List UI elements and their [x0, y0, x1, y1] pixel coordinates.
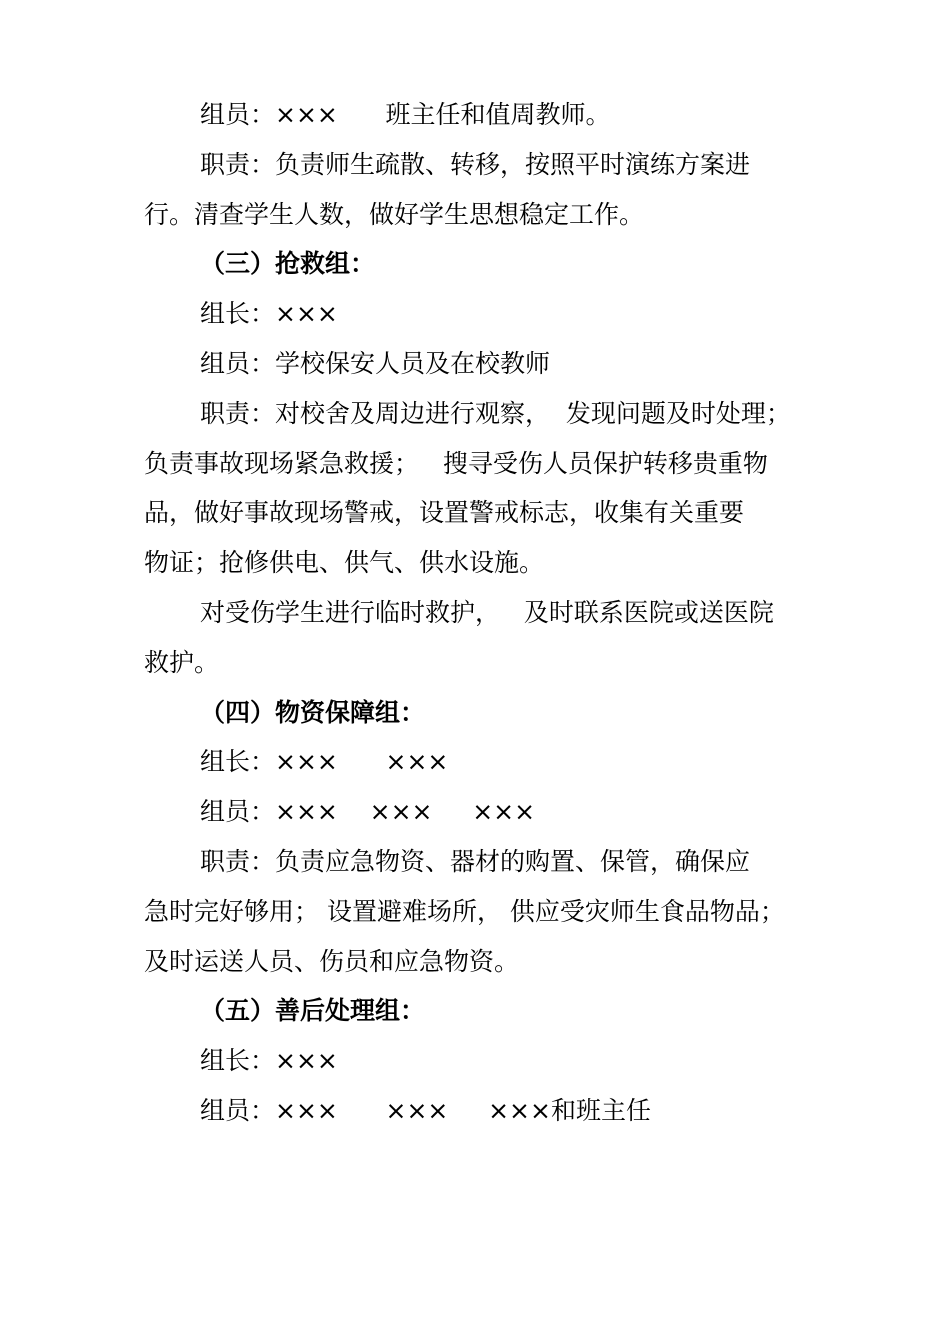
text-line: 对受伤学生进行临时救护， 及时联系医院或送医院 — [200, 597, 774, 627]
text-line: 物证；抢修供电、供气、供水设施。 — [144, 548, 545, 578]
text-line: 职责：负责师生疏散、转移，按照平时演练方案进 — [200, 149, 751, 179]
text-line: 及时运送人员、伤员和应急物资。 — [144, 946, 520, 976]
text-line: 职责：负责应急物资、器材的购置、保管，确保应 — [200, 846, 751, 876]
text-line: 急时完好够用； 设置避难场所， 供应受灾师生食品物品； — [144, 896, 785, 926]
section-heading: （三）抢救组： — [200, 249, 376, 279]
text-line: 组长：××× ××× — [200, 747, 449, 777]
text-line: 救护。 — [144, 647, 220, 677]
text-line: 职责：对校舍及周边进行观察， 发现问题及时处理； — [200, 398, 791, 428]
document-body — [144, 90, 804, 1136]
text-line: 组长：××× — [200, 1046, 338, 1076]
section-heading: （五）善后处理组： — [200, 996, 426, 1026]
text-line: 组员：学校保安人员及在校教师 — [200, 348, 551, 378]
section-heading: （四）物资保障组： — [200, 697, 426, 727]
text-line: 行。清查学生人数，做好学生思想稳定工作。 — [144, 199, 645, 229]
text-line: 组员：××× 班主任和值周教师。 — [200, 100, 611, 129]
text-line: 组员：××× ××× ××× — [200, 797, 536, 827]
text-line: 组员：××× ××× ×××和班主任 — [200, 1095, 651, 1125]
text-line: 组长：××× — [200, 299, 338, 329]
text-line: 品，做好事故现场警戒，设置警戒标志，收集有关重要 — [144, 498, 745, 528]
text-line: 负责事故现场紧急救援； 搜寻受伤人员保护转移贵重物 — [144, 448, 768, 478]
